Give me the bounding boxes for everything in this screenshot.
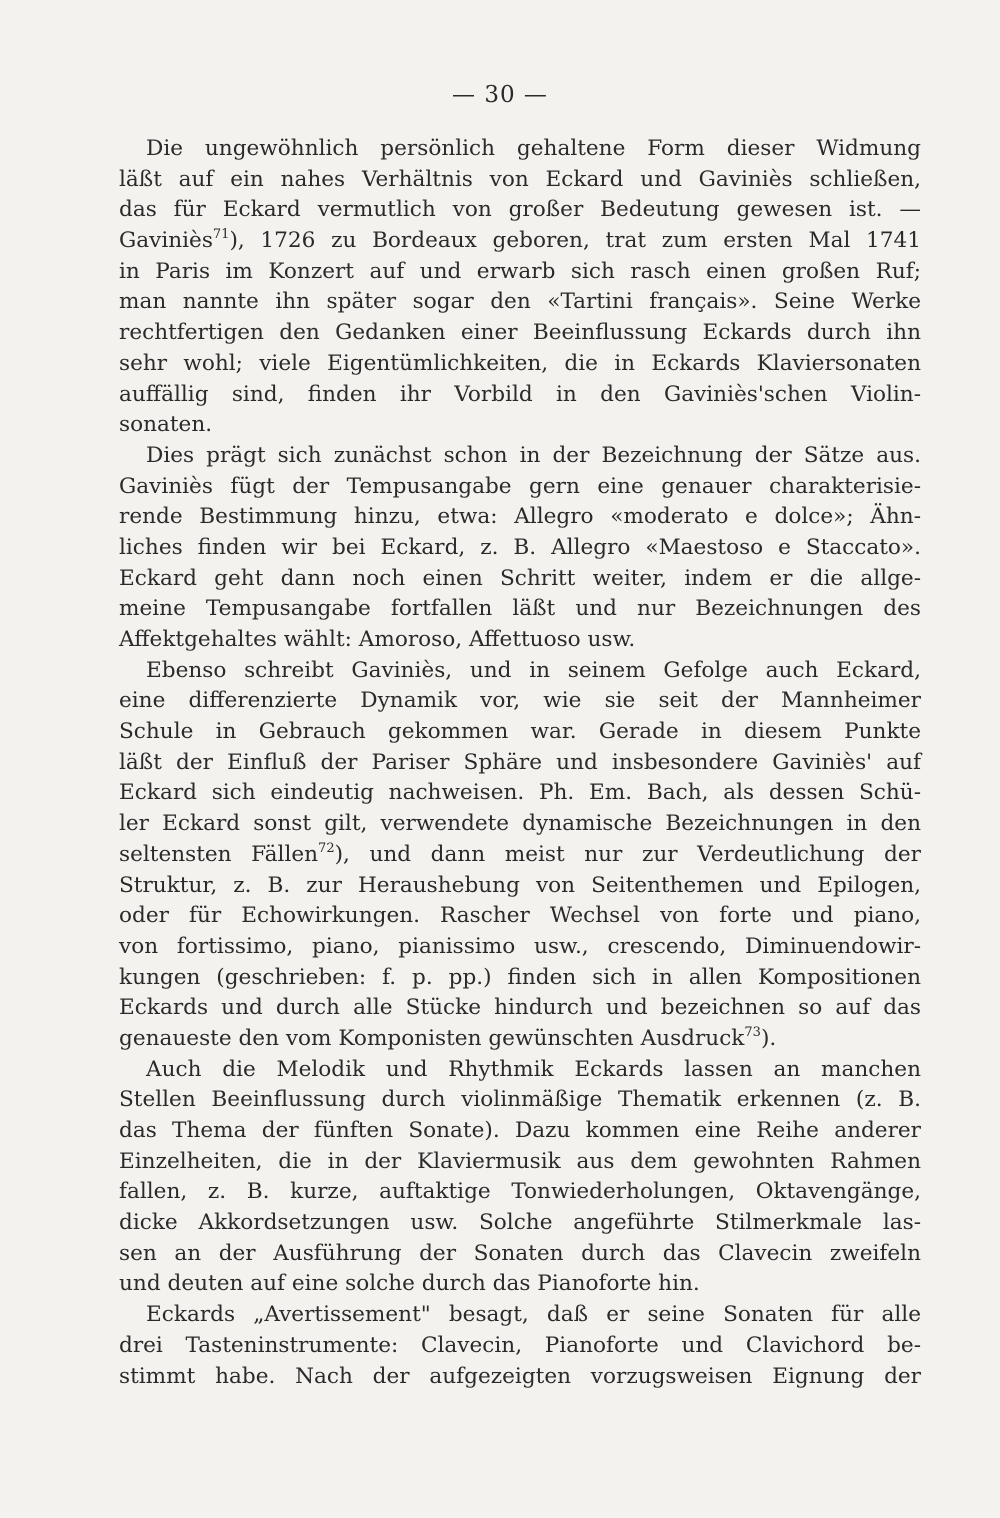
text-line — [119, 963, 921, 994]
text-segment: Dies prägt sich zunächst schon in der Bezeichnung der Sätze aus. — [146, 442, 921, 468]
text-segment: von fortissimo, piano, pianissimo usw., crescendo, Diminuendowir- — [119, 933, 921, 959]
text-segment: Ebenso schreibt Gaviniès, und in seinem Gefolge auch Eckard, — [146, 657, 921, 683]
text-line — [119, 1147, 921, 1178]
text-line — [119, 594, 921, 625]
text-segment: ler Eckard sonst gilt, verwendete dynamische Bezeichnungen in den — [119, 811, 921, 837]
text-segment: liches finden wir bei Eckard, z. B. Allegro «Maestoso e Staccato». — [119, 534, 921, 560]
text-segment: drei Tasteninstrumente: Clavecin, Pianoforte und Clavichord be- — [119, 1332, 921, 1358]
text-segment: ), 1726 zu Bordeaux geboren, trat zum ersten Mal 1741 — [229, 228, 921, 254]
text-segment: Gaviniès — [119, 228, 213, 254]
text-line — [119, 380, 921, 411]
text-line — [119, 1239, 921, 1270]
text-line — [119, 318, 921, 349]
text-segment: Stellen Beeinflussung durch violinmäßige Thematik erkennen (z. B. — [119, 1087, 921, 1113]
text-line — [119, 226, 921, 257]
text-line — [119, 993, 921, 1024]
text-line — [119, 656, 921, 687]
text-line — [119, 871, 921, 902]
text-line — [119, 1269, 921, 1300]
text-segment: Schule in Gebrauch gekommen war. Gerade in diesem Punkte — [119, 719, 921, 745]
text-segment: genaueste den vom Komponisten gewünschten Ausdruck — [119, 1025, 745, 1051]
text-line — [119, 533, 921, 564]
text-segment: das für Eckard vermutlich von großer Bedeutung gewesen ist. — — [119, 197, 921, 223]
text-segment: läßt der Einfluß der Pariser Sphäre und insbesondere Gaviniès' auf — [119, 749, 921, 775]
text-segment: sen an der Ausführung der Sonaten durch das Clavecin zweifeln — [119, 1240, 921, 1266]
text-line — [119, 564, 921, 595]
text-segment: Eckard sich eindeutig nachweisen. Ph. Em. Bach, als dessen Schü- — [119, 780, 921, 806]
text-line — [119, 1331, 921, 1362]
text-segment: Struktur, z. B. zur Heraushebung von Seitenthemen und Epilogen, — [119, 872, 921, 898]
text-segment: Die ungewöhnlich persönlich gehaltene Form dieser Widmung — [146, 136, 921, 161]
text-segment: dicke Akkordsetzungen usw. Solche angeführte Stilmerkmale las- — [119, 1210, 921, 1236]
text-line — [119, 1362, 921, 1393]
text-segment: fallen, z. B. kurze, auftaktige Tonwiederholungen, Oktavengänge, — [119, 1179, 921, 1205]
text-segment: ). — [760, 1025, 777, 1051]
text-line — [119, 1116, 921, 1147]
footnote-marker: 71 — [212, 227, 230, 243]
text-segment: Eckards „Avertissement" besagt, daß er seine Sonaten für alle — [146, 1302, 921, 1328]
text-line — [119, 349, 921, 380]
text-line — [119, 1024, 921, 1055]
text-line — [119, 1085, 921, 1116]
text-line — [119, 472, 921, 503]
text-line — [119, 1208, 921, 1239]
text-line — [119, 1177, 921, 1208]
text-line — [119, 257, 921, 288]
text-line — [119, 717, 921, 748]
text-segment: Eckard geht dann noch einen Schritt weiter, indem er die allge- — [119, 565, 921, 591]
text-segment: oder für Echowirkungen. Rascher Wechsel von forte und piano, — [119, 903, 921, 929]
text-segment: meine Tempusangabe fortfallen läßt und nur Bezeichnungen des — [119, 596, 921, 622]
text-line — [119, 625, 921, 656]
footnote-marker: 72 — [318, 840, 335, 856]
text-line — [119, 165, 921, 196]
text-segment: rechtfertigen den Gedanken einer Beeinflussung Eckards durch ihn — [119, 320, 921, 346]
text-segment: läßt auf ein nahes Verhältnis von Eckard und Gaviniès schließen, — [119, 166, 921, 192]
text-line — [119, 778, 921, 809]
text-line — [119, 134, 921, 165]
text-line — [119, 441, 921, 472]
text-segment: stimmt habe. Nach der aufgezeigten vorzugsweisen Eignung der — [119, 1363, 921, 1389]
text-line — [119, 686, 921, 717]
text-line — [119, 840, 921, 871]
text-segment: man nannte ihn später sogar den «Tartini français». Seine Werke — [119, 289, 921, 315]
text-line — [119, 287, 921, 318]
text-line — [119, 1300, 921, 1331]
text-line — [119, 195, 921, 226]
text-segment: sehr wohl; viele Eigentümlichkeiten, die in Eckards Klaviersonaten — [119, 350, 921, 376]
text-line — [119, 748, 921, 779]
text-segment: sonaten. — [119, 412, 213, 438]
text-segment: in Paris im Konzert auf und erwarb sich rasch einen großen Ruf; — [119, 258, 921, 284]
text-line — [119, 932, 921, 963]
text-line — [119, 502, 921, 533]
text-segment: ), und dann meist nur zur Verdeutlichung der — [334, 841, 921, 867]
text-segment: seltensten Fällen — [119, 841, 319, 867]
text-segment: und deuten auf eine solche durch das Pianoforte hin. — [119, 1271, 700, 1297]
text-line — [119, 410, 921, 441]
text-segment: Eckards und durch alle Stücke hindurch und bezeichnen so auf das — [119, 995, 921, 1021]
text-segment: kungen (geschrieben: f. p. pp.) finden sich in allen Kompositionen — [119, 964, 921, 990]
body-text — [119, 134, 921, 1392]
text-segment: Auch die Melodik und Rhythmik Eckards lassen an manchen — [146, 1056, 921, 1082]
text-segment: rende Bestimmung hinzu, etwa: Allegro «moderato e dolce»; Ähn- — [119, 504, 921, 530]
text-segment: das Thema der fünften Sonate). Dazu kommen eine Reihe anderer — [119, 1118, 921, 1143]
text-line — [119, 1055, 921, 1086]
text-segment: Affektgehaltes wählt: Amoroso, Affettuoso usw. — [119, 627, 636, 652]
text-line — [119, 809, 921, 840]
text-line — [119, 901, 921, 932]
text-segment: eine differenzierte Dynamik vor, wie sie seit der Mannheimer — [119, 688, 921, 714]
text-segment: Einzelheiten, die in der Klaviermusik aus dem gewohnten Rahmen — [119, 1148, 921, 1174]
page-number: — 30 — — [452, 82, 548, 108]
text-segment: auffällig sind, finden ihr Vorbild in den Gaviniès'schen Violin- — [119, 381, 921, 407]
footnote-marker: 73 — [744, 1024, 761, 1040]
text-segment: Gaviniès fügt der Tempusangabe gern eine genauer charakterisie- — [119, 473, 921, 499]
